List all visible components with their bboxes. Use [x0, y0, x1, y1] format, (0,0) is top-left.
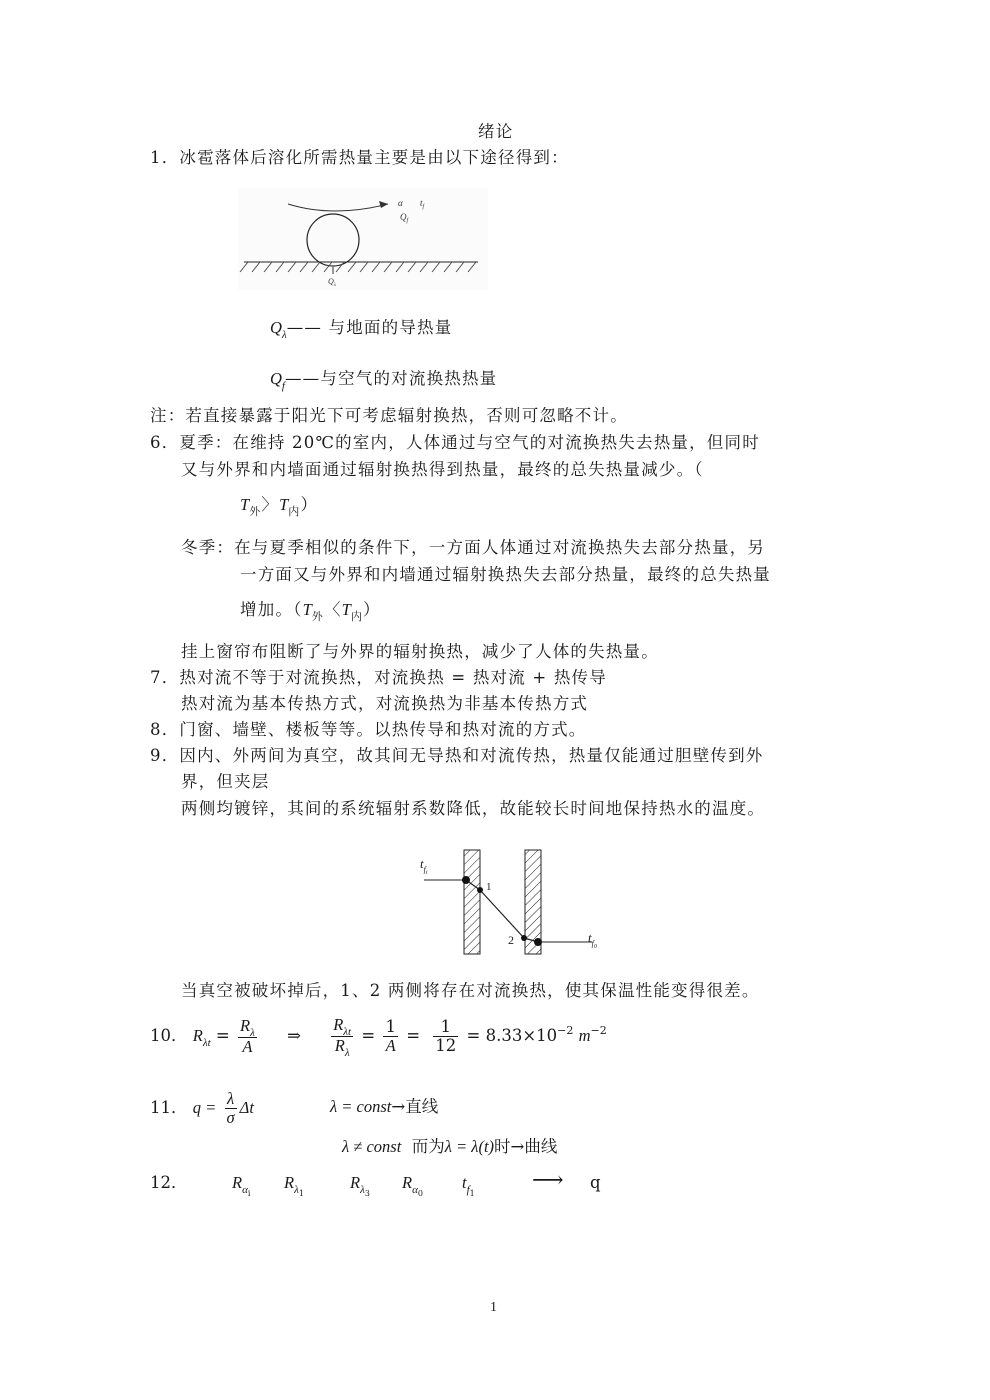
item-6-line-1: 6．夏季：在维持 20℃的室内，人体通过与空气的对流换热失去热量，但同时 — [150, 433, 760, 452]
arrow-to-q: ⟶ — [532, 1168, 564, 1193]
item-9-line-1: 9．因内、外两间为真空，故其间无导热和对流传热，热量仅能通过胆壁传到外 — [150, 746, 764, 765]
item-9-line-2: 界，但夹层 — [181, 772, 270, 791]
summer-relation: $T_外$〉$T_内$） — [240, 495, 319, 518]
item-11-formula: 11． q = $\frac{\lambda}{\sigma}$ Δt — [150, 1089, 254, 1127]
r-lambda-1: $R_{\lambda 1}$ — [284, 1173, 304, 1198]
point-2 — [521, 935, 527, 941]
item-6-line-2: 又与外界和内墙面通过辐射换热得到热量，最终的总失热量减少。（ — [181, 460, 704, 479]
q-symbol: q — [590, 1173, 601, 1192]
q-lambda-label-sub: λ — [333, 283, 336, 288]
note-text: 注：若直接暴露于阳光下可考虑辐射换热，否则可忽略不计。 — [150, 406, 628, 425]
definition-q-lambda: $Q_\lambda——$ 与地面的导热量 — [270, 318, 453, 341]
inner-wall — [464, 850, 480, 954]
page-number: 1 — [490, 1300, 497, 1315]
tf0-label: t — [588, 930, 592, 945]
label-2: 2 — [508, 933, 514, 947]
winter-line-1: 冬季：在与夏季相似的条件下，一方面人体通过对流换热失去部分热量，另 — [181, 538, 766, 557]
qf-label-sub: f — [406, 218, 409, 224]
item-7-line-1: 7．热对流不等于对流换热，对流换热 = 热对流 + 热传导 — [150, 668, 607, 687]
alpha-label: α — [398, 198, 403, 208]
tf0-label-sub: f — [591, 939, 594, 948]
svg-text:tf0 — [588, 930, 597, 950]
item-10-formula: 10． $R_{\lambda t}$ = $\frac{R_\lambda}{A}$ ⇒ $\frac{R_{\lambda t}}{R_\lambda}$ = $\frac{1}{A}$ = $\frac{1}{12}$ = $8.33\times 10^{-2}$ $m^{-2}$ — [150, 1015, 607, 1059]
item-7-line-2: 热对流为基本传热方式，对流换热为非基本传热方式 — [181, 694, 589, 713]
vacuum-gap-line — [480, 890, 524, 938]
label-1: 1 — [486, 881, 492, 893]
q-lambda-label: Q — [328, 277, 334, 286]
winter-line-2: 一方面又与外界和内墙通过辐射换热失去部分热量，最终的总失热量 — [240, 565, 771, 584]
vacuum-broken-text: 当真空被破坏掉后，1、2 两侧将存在对流换热，使其保温性能变得很差。 — [181, 981, 760, 1000]
item-9-line-3: 两侧均镀锌，其间的系统辐射系数降低，故能较长时间地保持热水的温度。 — [181, 799, 766, 818]
item-11-case-1: λ = const→直线 — [330, 1097, 439, 1116]
r-alpha-0: $R_{\alpha 0}$ — [402, 1173, 423, 1198]
item-11-case-2: λ ≠ const 而为λ = λ(t)时→曲线 — [342, 1137, 558, 1156]
r-lambda-3: $R_{\lambda 3}$ — [350, 1173, 370, 1198]
svg-text:tfi — [420, 856, 428, 876]
winter-line-3: 增加。（$T_外$〈$T_内$） — [240, 600, 381, 623]
curtain-text: 挂上窗帘布阻断了与外界的辐射换热，减少了人体的失热量。 — [181, 642, 659, 661]
tfi-label: t — [420, 856, 424, 871]
item-1-text: 1．冰雹落体后溶化所需热量主要是由以下途径得到： — [150, 148, 569, 167]
tf-label-sub: f — [422, 204, 425, 210]
t-f1: $t_{f1}$ — [462, 1173, 475, 1198]
point-outer-surface — [534, 938, 542, 946]
definition-q-f: $Q_f——$与空气的对流换热热量 — [270, 369, 498, 392]
point-1 — [477, 887, 483, 893]
r-alpha-i: $R_{\alpha i}$ — [232, 1173, 251, 1198]
tfi-label-sub: f — [423, 865, 426, 874]
vacuum-wall-diagram — [412, 840, 612, 960]
item-12-number: 12． — [150, 1173, 188, 1192]
qf-label: Q — [400, 212, 407, 222]
hailstone-diagram — [238, 188, 488, 290]
point-inner-surface — [462, 876, 470, 884]
page-title: 绪论 — [478, 122, 514, 141]
tfi-label-subsub: i — [425, 870, 428, 876]
item-8-text: 8．门窗、墙壁、楼板等等。以热传导和热对流的方式。 — [150, 720, 587, 739]
tf-label: t — [420, 198, 423, 208]
tf0-label-subsub: 0 — [593, 944, 597, 950]
